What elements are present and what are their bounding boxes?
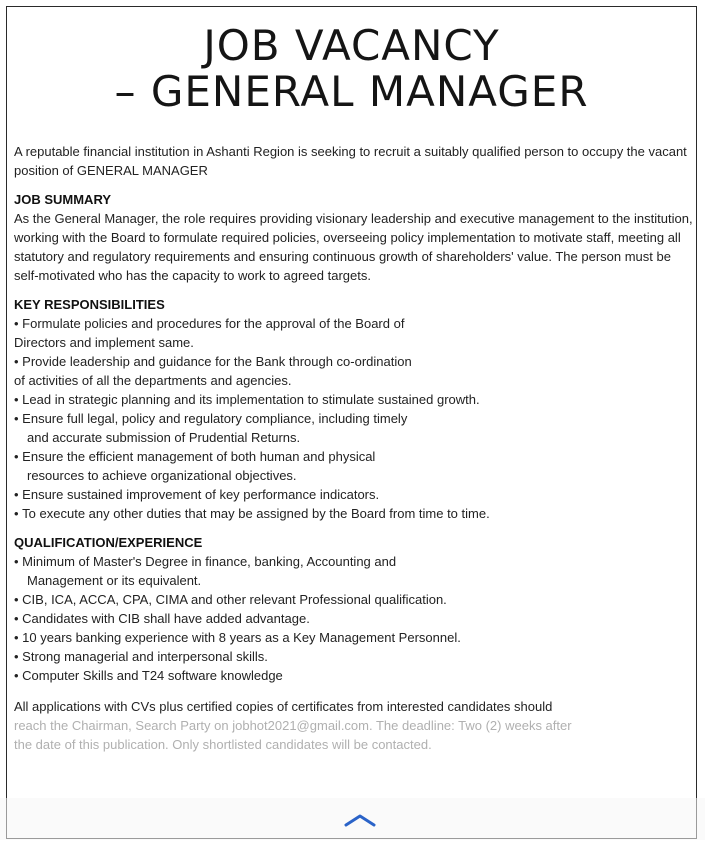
job-summary-section [14, 190, 697, 285]
list-item [14, 485, 697, 504]
list-item [14, 590, 697, 609]
list-item-text: • To execute any other duties that may be assigned by the Board from time to time. [14, 506, 490, 521]
closing-paragraph [14, 697, 697, 754]
title-line-2: – GENERAL MANAGER [114, 67, 589, 116]
list-item-text: • Formulate policies and procedures for the approval of the Board of [14, 316, 404, 331]
qualification-list [14, 552, 697, 685]
list-item-text: • Minimum of Master's Degree in finance, banking, Accounting and [14, 554, 396, 569]
qualification-section [14, 533, 697, 685]
list-item [14, 609, 697, 628]
list-item-text: • CIB, ICA, ACCA, CPA, CIMA and other relevant Professional qualification. [14, 592, 447, 607]
list-item [14, 409, 697, 447]
chevron-up-icon[interactable] [343, 812, 377, 828]
list-item-text: • Candidates with CIB shall have added advantage. [14, 611, 310, 626]
page-title [7, 23, 696, 115]
closing-line-3: the date of this publication. Only shortlisted candidates will be contacted. [14, 737, 432, 752]
list-item [14, 352, 697, 390]
job-summary-body: As the General Manager, the role requires providing visionary leadership and executive management to the institution, working with the Board to formulate required policies, overseeing policy implementation to motivate staff, meeting all statutory and regulatory requirements and ensuring continuous growth of shareholders' value. The person must be self-motivated who has the capacity to work to agreed targets. [14, 211, 693, 283]
responsibilities-list [14, 314, 697, 523]
list-item-text: • 10 years banking experience with 8 years as a Key Management Personnel. [14, 630, 461, 645]
list-item-text: • Ensure sustained improvement of key performance indicators. [14, 487, 379, 502]
list-item-continuation: Management or its equivalent. [27, 573, 202, 588]
list-item-text: • Ensure full legal, policy and regulatory compliance, including timely [14, 411, 407, 426]
intro-paragraph: A reputable financial institution in Ashanti Region is seeking to recruit a suitably qualified person to occupy the vacant position of GENERAL MANAGER [14, 144, 687, 178]
closing-line-2: reach the Chairman, Search Party on jobhot2021@gmail.com. The deadline: Two (2) weeks after [14, 718, 572, 733]
list-item-continuation: and accurate submission of Prudential Returns. [27, 430, 301, 445]
list-item-text: • Computer Skills and T24 software knowledge [14, 668, 283, 683]
list-item-text: • Strong managerial and interpersonal skills. [14, 649, 268, 664]
list-item [14, 647, 697, 666]
list-item-continuation: resources to achieve organizational objectives. [27, 468, 297, 483]
notice-content [14, 142, 697, 754]
list-item [14, 390, 697, 409]
list-item [14, 314, 697, 352]
list-item [14, 666, 697, 685]
list-item-text: • Provide leadership and guidance for the Bank through co-ordination [14, 354, 412, 369]
list-item-text: • Ensure the efficient management of both human and physical [14, 449, 375, 464]
list-item [14, 504, 697, 523]
list-item-continuation: Directors and implement same. [14, 335, 194, 350]
list-item [14, 628, 697, 647]
job-summary-heading: JOB SUMMARY [14, 192, 112, 207]
title-line-1: JOB VACANCY [203, 21, 500, 70]
list-item [14, 552, 697, 590]
responsibilities-section [14, 295, 697, 523]
qualification-heading: QUALIFICATION/EXPERIENCE [14, 535, 203, 550]
list-item-continuation: of activities of all the departments and agencies. [14, 373, 292, 388]
responsibilities-heading: KEY RESPONSIBILITIES [14, 297, 165, 312]
list-item-text: • Lead in strategic planning and its implementation to stimulate sustained growth. [14, 392, 480, 407]
closing-line-1: All applications with CVs plus certified copies of certificates from interested candidates should [14, 699, 553, 714]
list-item [14, 447, 697, 485]
